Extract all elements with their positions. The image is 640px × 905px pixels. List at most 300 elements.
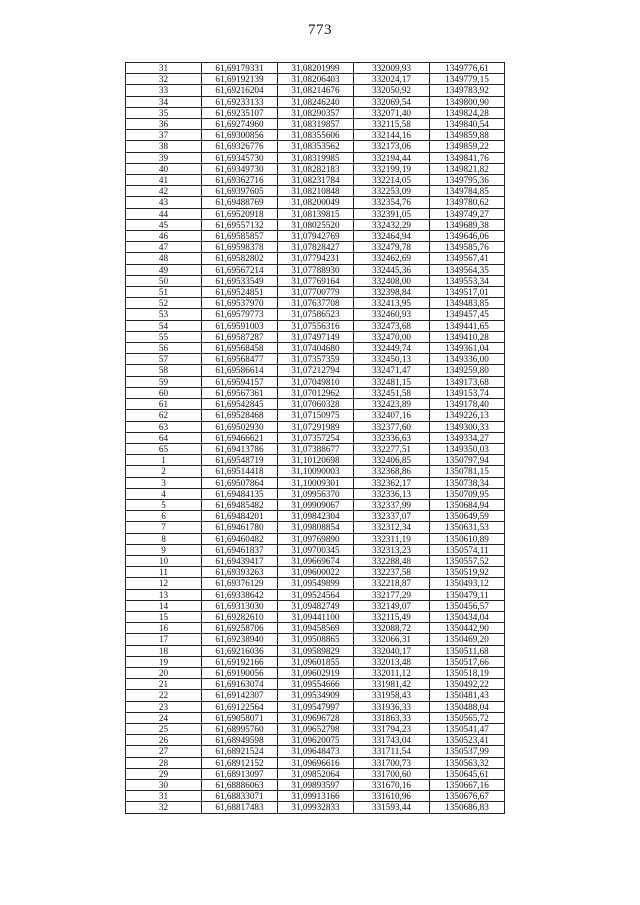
point-number-cell: 61 bbox=[126, 399, 202, 410]
y-coordinate-cell: 1350563,32 bbox=[430, 757, 505, 768]
table-row bbox=[126, 219, 505, 230]
latitude-cell: 61,69567214 bbox=[202, 264, 278, 275]
table-row bbox=[126, 499, 505, 510]
table-row bbox=[126, 578, 505, 589]
latitude-cell: 61,69485482 bbox=[202, 499, 278, 510]
x-coordinate-cell: 332194,44 bbox=[354, 152, 430, 163]
x-coordinate-cell: 332408,00 bbox=[354, 275, 430, 286]
longitude-cell: 31,07212794 bbox=[278, 365, 354, 376]
y-coordinate-cell: 1350686,83 bbox=[430, 802, 505, 813]
longitude-cell: 31,07637708 bbox=[278, 298, 354, 309]
longitude-cell: 31,09534909 bbox=[278, 690, 354, 701]
x-coordinate-cell: 332069,54 bbox=[354, 96, 430, 107]
point-number-cell: 57 bbox=[126, 354, 202, 365]
longitude-cell: 31,07586523 bbox=[278, 309, 354, 320]
longitude-cell: 31,09602919 bbox=[278, 667, 354, 678]
point-number-cell: 47 bbox=[126, 242, 202, 253]
x-coordinate-cell: 332432,29 bbox=[354, 219, 430, 230]
point-number-cell: 8 bbox=[126, 533, 202, 544]
longitude-cell: 31,09893597 bbox=[278, 780, 354, 791]
latitude-cell: 61,69362716 bbox=[202, 175, 278, 186]
table-row bbox=[126, 275, 505, 286]
longitude-cell: 31,08139815 bbox=[278, 208, 354, 219]
longitude-cell: 31,07388677 bbox=[278, 443, 354, 454]
table-row bbox=[126, 791, 505, 802]
longitude-cell: 31,09852064 bbox=[278, 768, 354, 779]
point-number-cell: 18 bbox=[126, 645, 202, 656]
x-coordinate-cell: 332149,07 bbox=[354, 600, 430, 611]
latitude-cell: 61,68913097 bbox=[202, 768, 278, 779]
longitude-cell: 31,08319985 bbox=[278, 152, 354, 163]
latitude-cell: 61,69216204 bbox=[202, 85, 278, 96]
y-coordinate-cell: 1349300,33 bbox=[430, 421, 505, 432]
x-coordinate-cell: 332011,12 bbox=[354, 667, 430, 678]
point-number-cell: 21 bbox=[126, 679, 202, 690]
x-coordinate-cell: 332066,31 bbox=[354, 634, 430, 645]
y-coordinate-cell: 1350557,52 bbox=[430, 555, 505, 566]
longitude-cell: 31,07357254 bbox=[278, 432, 354, 443]
x-coordinate-cell: 332313,23 bbox=[354, 544, 430, 555]
longitude-cell: 31,07497149 bbox=[278, 331, 354, 342]
table-row bbox=[126, 712, 505, 723]
x-coordinate-cell: 331593,44 bbox=[354, 802, 430, 813]
table-row bbox=[126, 231, 505, 242]
x-coordinate-cell: 332088,72 bbox=[354, 623, 430, 634]
table-row bbox=[126, 656, 505, 667]
y-coordinate-cell: 1349457,45 bbox=[430, 309, 505, 320]
point-number-cell: 35 bbox=[126, 107, 202, 118]
longitude-cell: 31,09932833 bbox=[278, 802, 354, 813]
longitude-cell: 31,07942769 bbox=[278, 231, 354, 242]
latitude-cell: 61,68949598 bbox=[202, 735, 278, 746]
latitude-cell: 61,69537970 bbox=[202, 298, 278, 309]
x-coordinate-cell: 332481,15 bbox=[354, 376, 430, 387]
x-coordinate-cell: 332473,68 bbox=[354, 320, 430, 331]
table-row bbox=[126, 376, 505, 387]
point-number-cell: 56 bbox=[126, 343, 202, 354]
point-number-cell: 53 bbox=[126, 309, 202, 320]
latitude-cell: 61,69397605 bbox=[202, 186, 278, 197]
point-number-cell: 41 bbox=[126, 175, 202, 186]
point-number-cell: 58 bbox=[126, 365, 202, 376]
table-row bbox=[126, 645, 505, 656]
longitude-cell: 31,08355606 bbox=[278, 130, 354, 141]
longitude-cell: 31,10009301 bbox=[278, 477, 354, 488]
longitude-cell: 31,09601855 bbox=[278, 656, 354, 667]
longitude-cell: 31,09696616 bbox=[278, 757, 354, 768]
point-number-cell: 15 bbox=[126, 611, 202, 622]
longitude-cell: 31,08353562 bbox=[278, 141, 354, 152]
y-coordinate-cell: 1349840,54 bbox=[430, 119, 505, 130]
point-number-cell: 37 bbox=[126, 130, 202, 141]
latitude-cell: 61,69238940 bbox=[202, 634, 278, 645]
longitude-cell: 31,09441100 bbox=[278, 611, 354, 622]
latitude-cell: 61,69548719 bbox=[202, 455, 278, 466]
point-number-cell: 7 bbox=[126, 522, 202, 533]
latitude-cell: 61,68817483 bbox=[202, 802, 278, 813]
point-number-cell: 44 bbox=[126, 208, 202, 219]
x-coordinate-cell: 332177,29 bbox=[354, 589, 430, 600]
y-coordinate-cell: 1350488,04 bbox=[430, 701, 505, 712]
x-coordinate-cell: 332423,89 bbox=[354, 399, 430, 410]
table-row bbox=[126, 331, 505, 342]
longitude-cell: 31,09808854 bbox=[278, 522, 354, 533]
y-coordinate-cell: 1349567,41 bbox=[430, 253, 505, 264]
point-number-cell: 62 bbox=[126, 410, 202, 421]
page-number: 773 bbox=[308, 22, 332, 38]
longitude-cell: 31,09547997 bbox=[278, 701, 354, 712]
x-coordinate-cell: 332464,94 bbox=[354, 231, 430, 242]
latitude-cell: 61,69163074 bbox=[202, 679, 278, 690]
latitude-cell: 61,69258706 bbox=[202, 623, 278, 634]
table-row bbox=[126, 74, 505, 85]
table-row bbox=[126, 242, 505, 253]
y-coordinate-cell: 1350738,34 bbox=[430, 477, 505, 488]
table-row bbox=[126, 735, 505, 746]
table-row bbox=[126, 152, 505, 163]
point-number-cell: 2 bbox=[126, 466, 202, 477]
table-row bbox=[126, 589, 505, 600]
latitude-cell: 61,69216036 bbox=[202, 645, 278, 656]
point-number-cell: 46 bbox=[126, 231, 202, 242]
point-number-cell: 13 bbox=[126, 589, 202, 600]
latitude-cell: 61,69460482 bbox=[202, 533, 278, 544]
point-number-cell: 48 bbox=[126, 253, 202, 264]
table-row bbox=[126, 455, 505, 466]
latitude-cell: 61,69233133 bbox=[202, 96, 278, 107]
x-coordinate-cell: 332445,36 bbox=[354, 264, 430, 275]
table-row bbox=[126, 208, 505, 219]
longitude-cell: 31,07700779 bbox=[278, 287, 354, 298]
table-row bbox=[126, 511, 505, 522]
point-number-cell: 42 bbox=[126, 186, 202, 197]
point-number-cell: 20 bbox=[126, 667, 202, 678]
y-coordinate-cell: 1349410,28 bbox=[430, 331, 505, 342]
y-coordinate-cell: 1350676,67 bbox=[430, 791, 505, 802]
y-coordinate-cell: 1350511,68 bbox=[430, 645, 505, 656]
point-number-cell: 31 bbox=[126, 791, 202, 802]
x-coordinate-cell: 332470,00 bbox=[354, 331, 430, 342]
x-coordinate-cell: 332050,92 bbox=[354, 85, 430, 96]
latitude-cell: 61,69524851 bbox=[202, 287, 278, 298]
point-number-cell: 27 bbox=[126, 746, 202, 757]
latitude-cell: 61,69591003 bbox=[202, 320, 278, 331]
longitude-cell: 31,07060328 bbox=[278, 399, 354, 410]
longitude-cell: 31,09913166 bbox=[278, 791, 354, 802]
latitude-cell: 61,69528468 bbox=[202, 410, 278, 421]
latitude-cell: 61,69557132 bbox=[202, 219, 278, 230]
table-row bbox=[126, 567, 505, 578]
y-coordinate-cell: 1349361,04 bbox=[430, 343, 505, 354]
y-coordinate-cell: 1350541,47 bbox=[430, 723, 505, 734]
x-coordinate-cell: 332449,74 bbox=[354, 343, 430, 354]
x-coordinate-cell: 332337,07 bbox=[354, 511, 430, 522]
point-number-cell: 64 bbox=[126, 432, 202, 443]
y-coordinate-cell: 1349441,65 bbox=[430, 320, 505, 331]
longitude-cell: 31,09700345 bbox=[278, 544, 354, 555]
longitude-cell: 31,07291989 bbox=[278, 421, 354, 432]
table-row bbox=[126, 365, 505, 376]
longitude-cell: 31,09524564 bbox=[278, 589, 354, 600]
y-coordinate-cell: 1349564,35 bbox=[430, 264, 505, 275]
y-coordinate-cell: 1350481,43 bbox=[430, 690, 505, 701]
latitude-cell: 61,69567361 bbox=[202, 387, 278, 398]
latitude-cell: 61,68921524 bbox=[202, 746, 278, 757]
point-number-cell: 28 bbox=[126, 757, 202, 768]
table-row bbox=[126, 85, 505, 96]
latitude-cell: 61,69192139 bbox=[202, 74, 278, 85]
latitude-cell: 61,69274960 bbox=[202, 119, 278, 130]
longitude-cell: 31,08025520 bbox=[278, 219, 354, 230]
latitude-cell: 61,69190056 bbox=[202, 667, 278, 678]
point-number-cell: 65 bbox=[126, 443, 202, 454]
y-coordinate-cell: 1349553,34 bbox=[430, 275, 505, 286]
longitude-cell: 31,09842304 bbox=[278, 511, 354, 522]
latitude-cell: 61,69587287 bbox=[202, 331, 278, 342]
latitude-cell: 61,69484135 bbox=[202, 488, 278, 499]
x-coordinate-cell: 331863,33 bbox=[354, 712, 430, 723]
y-coordinate-cell: 1350492,22 bbox=[430, 679, 505, 690]
x-coordinate-cell: 331610,96 bbox=[354, 791, 430, 802]
longitude-cell: 31,07012962 bbox=[278, 387, 354, 398]
y-coordinate-cell: 1349859,88 bbox=[430, 130, 505, 141]
point-number-cell: 59 bbox=[126, 376, 202, 387]
y-coordinate-cell: 1349178,40 bbox=[430, 399, 505, 410]
point-number-cell: 63 bbox=[126, 421, 202, 432]
y-coordinate-cell: 1349776,61 bbox=[430, 63, 505, 74]
y-coordinate-cell: 1350610,89 bbox=[430, 533, 505, 544]
table-row bbox=[126, 634, 505, 645]
y-coordinate-cell: 1350565,72 bbox=[430, 712, 505, 723]
longitude-cell: 31,09696728 bbox=[278, 712, 354, 723]
y-coordinate-cell: 1350709,95 bbox=[430, 488, 505, 499]
point-number-cell: 6 bbox=[126, 511, 202, 522]
longitude-cell: 31,08201999 bbox=[278, 63, 354, 74]
point-number-cell: 16 bbox=[126, 623, 202, 634]
point-number-cell: 52 bbox=[126, 298, 202, 309]
longitude-cell: 31,08246240 bbox=[278, 96, 354, 107]
y-coordinate-cell: 1350574,11 bbox=[430, 544, 505, 555]
point-number-cell: 23 bbox=[126, 701, 202, 712]
x-coordinate-cell: 332277,51 bbox=[354, 443, 430, 454]
latitude-cell: 61,69514418 bbox=[202, 466, 278, 477]
longitude-cell: 31,08200049 bbox=[278, 197, 354, 208]
x-coordinate-cell: 332288,48 bbox=[354, 555, 430, 566]
point-number-cell: 51 bbox=[126, 287, 202, 298]
x-coordinate-cell: 331794,23 bbox=[354, 723, 430, 734]
latitude-cell: 61,69345730 bbox=[202, 152, 278, 163]
longitude-cell: 31,07150975 bbox=[278, 410, 354, 421]
longitude-cell: 31,07788930 bbox=[278, 264, 354, 275]
table-row bbox=[126, 253, 505, 264]
x-coordinate-cell: 332336,13 bbox=[354, 488, 430, 499]
x-coordinate-cell: 332450,13 bbox=[354, 354, 430, 365]
table-row bbox=[126, 466, 505, 477]
x-coordinate-cell: 332368,86 bbox=[354, 466, 430, 477]
latitude-cell: 61,69533549 bbox=[202, 275, 278, 286]
latitude-cell: 61,68912152 bbox=[202, 757, 278, 768]
y-coordinate-cell: 1349350,03 bbox=[430, 443, 505, 454]
point-number-cell: 11 bbox=[126, 567, 202, 578]
y-coordinate-cell: 1349749,27 bbox=[430, 208, 505, 219]
table-row bbox=[126, 387, 505, 398]
x-coordinate-cell: 332479,78 bbox=[354, 242, 430, 253]
point-number-cell: 9 bbox=[126, 544, 202, 555]
table-row bbox=[126, 611, 505, 622]
point-number-cell: 4 bbox=[126, 488, 202, 499]
y-coordinate-cell: 1349841,76 bbox=[430, 152, 505, 163]
latitude-cell: 61,69594157 bbox=[202, 376, 278, 387]
y-coordinate-cell: 1349334,27 bbox=[430, 432, 505, 443]
longitude-cell: 31,07828427 bbox=[278, 242, 354, 253]
latitude-cell: 61,69439417 bbox=[202, 555, 278, 566]
latitude-cell: 61,69235107 bbox=[202, 107, 278, 118]
point-number-cell: 31 bbox=[126, 63, 202, 74]
table-row bbox=[126, 410, 505, 421]
latitude-cell: 61,69349730 bbox=[202, 163, 278, 174]
point-number-cell: 39 bbox=[126, 152, 202, 163]
y-coordinate-cell: 1349646,06 bbox=[430, 231, 505, 242]
point-number-cell: 60 bbox=[126, 387, 202, 398]
latitude-cell: 61,68995760 bbox=[202, 723, 278, 734]
x-coordinate-cell: 332336,63 bbox=[354, 432, 430, 443]
table-row bbox=[126, 768, 505, 779]
point-number-cell: 12 bbox=[126, 578, 202, 589]
x-coordinate-cell: 332391,05 bbox=[354, 208, 430, 219]
x-coordinate-cell: 332237,58 bbox=[354, 567, 430, 578]
y-coordinate-cell: 1349795,36 bbox=[430, 175, 505, 186]
x-coordinate-cell: 332462,69 bbox=[354, 253, 430, 264]
x-coordinate-cell: 332413,95 bbox=[354, 298, 430, 309]
y-coordinate-cell: 1350797,94 bbox=[430, 455, 505, 466]
y-coordinate-cell: 1350442,90 bbox=[430, 623, 505, 634]
latitude-cell: 61,69586614 bbox=[202, 365, 278, 376]
longitude-cell: 31,09482749 bbox=[278, 600, 354, 611]
x-coordinate-cell: 332115,49 bbox=[354, 611, 430, 622]
longitude-cell: 31,09458569 bbox=[278, 623, 354, 634]
latitude-cell: 61,69300856 bbox=[202, 130, 278, 141]
coordinates-table-body bbox=[126, 63, 505, 814]
latitude-cell: 61,68833071 bbox=[202, 791, 278, 802]
latitude-cell: 61,69393263 bbox=[202, 567, 278, 578]
point-number-cell: 55 bbox=[126, 331, 202, 342]
y-coordinate-cell: 1349259,80 bbox=[430, 365, 505, 376]
point-number-cell: 22 bbox=[126, 690, 202, 701]
latitude-cell: 61,69413786 bbox=[202, 443, 278, 454]
latitude-cell: 61,68886063 bbox=[202, 780, 278, 791]
point-number-cell: 3 bbox=[126, 477, 202, 488]
x-coordinate-cell: 332040,17 bbox=[354, 645, 430, 656]
x-coordinate-cell: 332312,34 bbox=[354, 522, 430, 533]
point-number-cell: 14 bbox=[126, 600, 202, 611]
point-number-cell: 33 bbox=[126, 85, 202, 96]
y-coordinate-cell: 1350469,20 bbox=[430, 634, 505, 645]
latitude-cell: 61,69461780 bbox=[202, 522, 278, 533]
x-coordinate-cell: 332024,17 bbox=[354, 74, 430, 85]
y-coordinate-cell: 1349779,15 bbox=[430, 74, 505, 85]
x-coordinate-cell: 332398,84 bbox=[354, 287, 430, 298]
table-row bbox=[126, 555, 505, 566]
table-row bbox=[126, 354, 505, 365]
y-coordinate-cell: 1349800,90 bbox=[430, 96, 505, 107]
longitude-cell: 31,09549899 bbox=[278, 578, 354, 589]
y-coordinate-cell: 1350645,61 bbox=[430, 768, 505, 779]
x-coordinate-cell: 332362,17 bbox=[354, 477, 430, 488]
x-coordinate-cell: 331700,73 bbox=[354, 757, 430, 768]
x-coordinate-cell: 332471,47 bbox=[354, 365, 430, 376]
latitude-cell: 61,69568477 bbox=[202, 354, 278, 365]
x-coordinate-cell: 332013,48 bbox=[354, 656, 430, 667]
y-coordinate-cell: 1350518,19 bbox=[430, 667, 505, 678]
x-coordinate-cell: 331981,42 bbox=[354, 679, 430, 690]
latitude-cell: 61,69502930 bbox=[202, 421, 278, 432]
x-coordinate-cell: 332144,16 bbox=[354, 130, 430, 141]
y-coordinate-cell: 1349483,85 bbox=[430, 298, 505, 309]
x-coordinate-cell: 331670,16 bbox=[354, 780, 430, 791]
point-number-cell: 49 bbox=[126, 264, 202, 275]
table-row bbox=[126, 746, 505, 757]
point-number-cell: 5 bbox=[126, 499, 202, 510]
table-row bbox=[126, 802, 505, 813]
y-coordinate-cell: 1349824,28 bbox=[430, 107, 505, 118]
longitude-cell: 31,09589829 bbox=[278, 645, 354, 656]
y-coordinate-cell: 1350434,04 bbox=[430, 611, 505, 622]
x-coordinate-cell: 332407,16 bbox=[354, 410, 430, 421]
point-number-cell: 10 bbox=[126, 555, 202, 566]
table-row bbox=[126, 421, 505, 432]
point-number-cell: 45 bbox=[126, 219, 202, 230]
longitude-cell: 31,09600022 bbox=[278, 567, 354, 578]
point-number-cell: 43 bbox=[126, 197, 202, 208]
latitude-cell: 61,69582802 bbox=[202, 253, 278, 264]
table-row bbox=[126, 399, 505, 410]
point-number-cell: 50 bbox=[126, 275, 202, 286]
table-row bbox=[126, 667, 505, 678]
latitude-cell: 61,69598378 bbox=[202, 242, 278, 253]
longitude-cell: 31,07556316 bbox=[278, 320, 354, 331]
x-coordinate-cell: 331743,04 bbox=[354, 735, 430, 746]
table-row bbox=[126, 780, 505, 791]
table-row bbox=[126, 186, 505, 197]
longitude-cell: 31,08282183 bbox=[278, 163, 354, 174]
latitude-cell: 61,69192166 bbox=[202, 656, 278, 667]
longitude-cell: 31,08210848 bbox=[278, 186, 354, 197]
table-row bbox=[126, 533, 505, 544]
x-coordinate-cell: 332406,85 bbox=[354, 455, 430, 466]
y-coordinate-cell: 1349783,92 bbox=[430, 85, 505, 96]
y-coordinate-cell: 1349859,22 bbox=[430, 141, 505, 152]
longitude-cell: 31,08214676 bbox=[278, 85, 354, 96]
longitude-cell: 31,09620075 bbox=[278, 735, 354, 746]
table-row bbox=[126, 522, 505, 533]
y-coordinate-cell: 1349821,82 bbox=[430, 163, 505, 174]
y-coordinate-cell: 1350517,66 bbox=[430, 656, 505, 667]
point-number-cell: 19 bbox=[126, 656, 202, 667]
x-coordinate-cell: 332253,09 bbox=[354, 186, 430, 197]
table-row bbox=[126, 623, 505, 634]
table-row bbox=[126, 287, 505, 298]
latitude-cell: 61,69542845 bbox=[202, 399, 278, 410]
table-row bbox=[126, 309, 505, 320]
point-number-cell: 29 bbox=[126, 768, 202, 779]
y-coordinate-cell: 1350493,12 bbox=[430, 578, 505, 589]
point-number-cell: 38 bbox=[126, 141, 202, 152]
longitude-cell: 31,09508865 bbox=[278, 634, 354, 645]
y-coordinate-cell: 1349689,38 bbox=[430, 219, 505, 230]
latitude-cell: 61,69376129 bbox=[202, 578, 278, 589]
longitude-cell: 31,07357359 bbox=[278, 354, 354, 365]
table-row bbox=[126, 488, 505, 499]
